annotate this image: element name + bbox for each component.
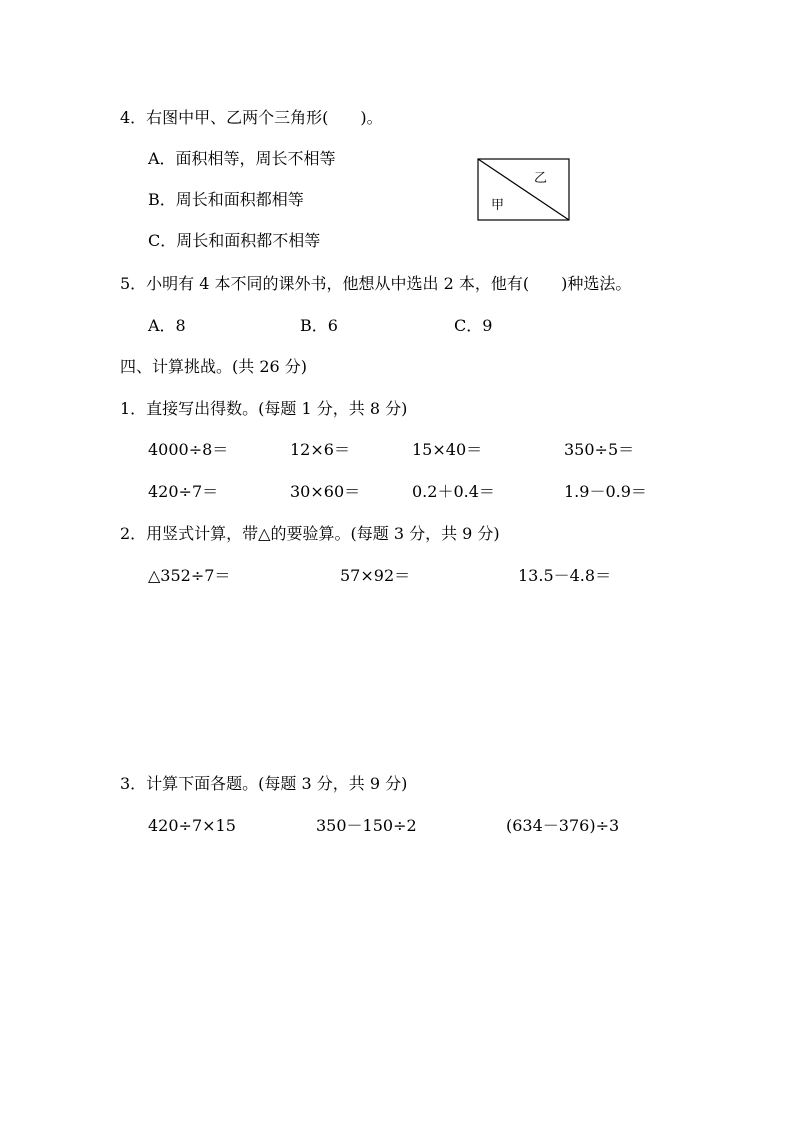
mixed-calc-item: 420÷7×15 [148, 816, 236, 835]
question-4-stem: 4．右图中甲、乙两个三角形( )。 [120, 108, 383, 127]
part-2-stem: 2．用竖式计算，带△的要验算。(每题 3 分，共 9 分) [120, 524, 500, 543]
question-5-option-a: A．8 [148, 316, 186, 335]
oral-calc-item: 12×6＝ [290, 440, 350, 459]
question-4-option-b: B．周长和面积都相等 [148, 190, 304, 209]
label-jia: 甲 [491, 198, 505, 213]
vertical-calc-item: △352÷7＝ [148, 566, 231, 585]
triangle-rectangle-figure [477, 158, 571, 222]
question-4-option-a: A．面积相等，周长不相等 [148, 149, 336, 168]
oral-calc-item: 350÷5＝ [564, 440, 635, 459]
question-5-stem: 5．小明有 4 本不同的课外书，他想从中选出 2 本，他有( )种选法。 [120, 274, 632, 293]
oral-calc-item: 15×40＝ [412, 440, 483, 459]
oral-calc-item: 1.9－0.9＝ [564, 482, 647, 501]
vertical-calc-item: 13.5－4.8＝ [518, 566, 612, 585]
mixed-calc-item: (634－376)÷3 [506, 816, 620, 835]
part-3-stem: 3．计算下面各题。(每题 3 分，共 9 分) [120, 774, 408, 793]
oral-calc-item: 4000÷8＝ [148, 440, 229, 459]
mixed-calc-item: 350－150÷2 [316, 816, 417, 835]
oral-calc-item: 0.2＋0.4＝ [412, 482, 495, 501]
part-1-stem: 1．直接写出得数。(每题 1 分，共 8 分) [120, 399, 408, 418]
question-5-option-b: B．6 [300, 316, 338, 335]
section-4-heading: 四、计算挑战。(共 26 分) [120, 357, 308, 376]
label-yi: 乙 [534, 171, 548, 186]
oral-calc-item: 420÷7＝ [148, 482, 219, 501]
question-5-option-c: C．9 [454, 316, 493, 335]
question-4-option-c: C．周长和面积都不相等 [148, 231, 321, 250]
oral-calc-item: 30×60＝ [290, 482, 361, 501]
vertical-calc-item: 57×92＝ [340, 566, 411, 585]
